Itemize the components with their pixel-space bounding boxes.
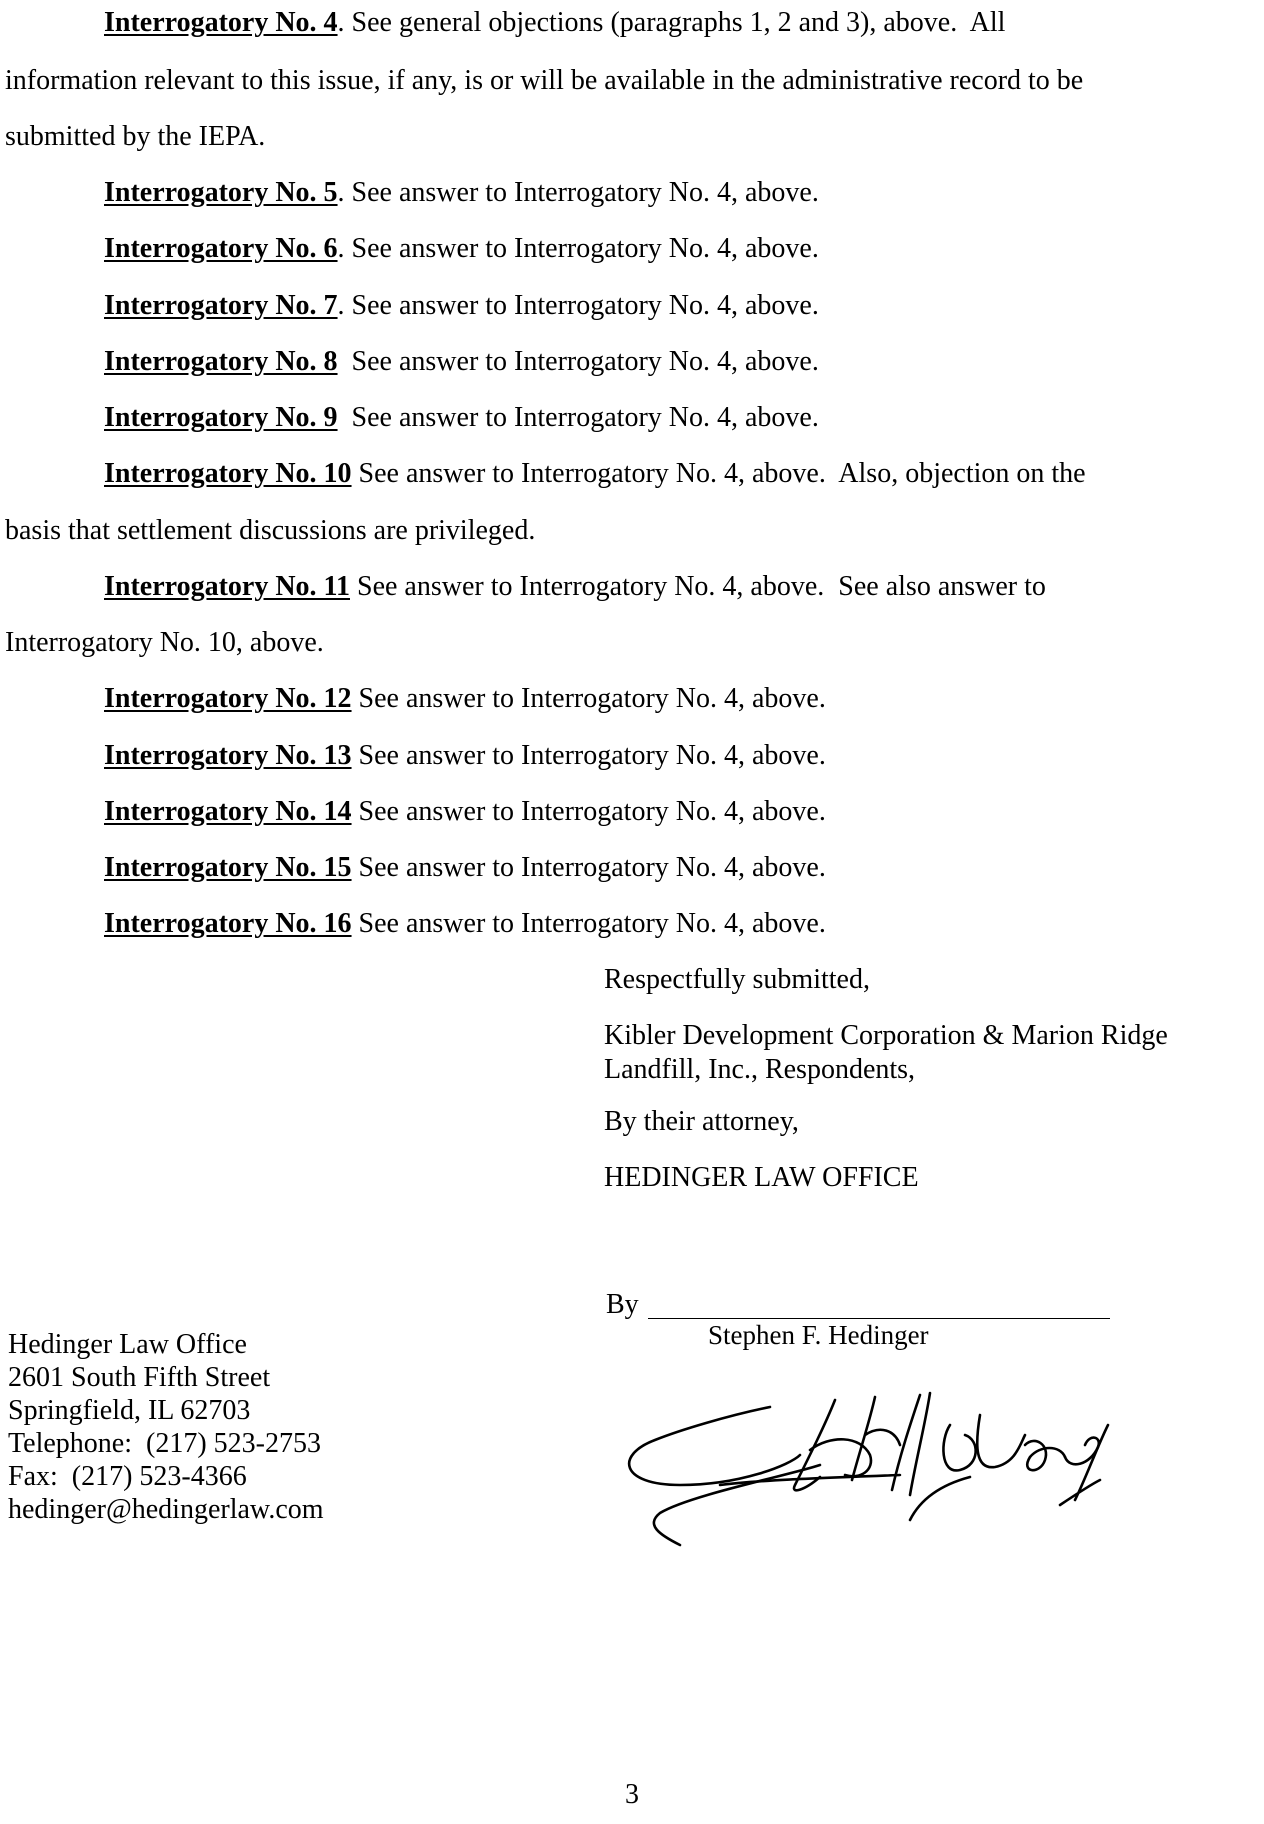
paragraph-interrogatory-10	[104, 457, 1086, 491]
paragraph-continuation	[5, 64, 1083, 98]
interrogatory-text: See general objections (paragraphs 1, 2 and 3), above. All	[344, 7, 1006, 38]
interrogatory-text: See answer to Interrogatory No. 4, above.	[351, 852, 826, 883]
address-line: hedinger@hedingerlaw.com	[8, 1494, 324, 1525]
firm-name: HEDINGER LAW OFFICE	[604, 1162, 919, 1193]
by-their-attorney: By their attorney,	[604, 1106, 799, 1137]
interrogatory-label: Interrogatory No. 10	[104, 458, 352, 489]
interrogatory-label: Interrogatory No. 16	[104, 908, 352, 939]
paragraph-interrogatory-16	[104, 907, 826, 941]
interrogatory-text: See answer to Interrogatory No. 4, above. See also answer to	[350, 571, 1046, 602]
party-block	[604, 1019, 1168, 1087]
label-punct: .	[337, 7, 345, 38]
paragraph-interrogatory-8	[104, 345, 819, 379]
respectfully-submitted: Respectfully submitted,	[604, 964, 870, 995]
interrogatory-text: See answer to Interrogatory No. 4, above.	[351, 740, 826, 771]
interrogatory-label: Interrogatory No. 8	[104, 346, 338, 377]
interrogatory-text: See answer to Interrogatory No. 4, above.	[344, 177, 819, 208]
address-block	[8, 1328, 324, 1526]
continuation-text: basis that settlement discussions are privileged.	[5, 515, 536, 546]
continuation-text: submitted by the IEPA.	[5, 121, 266, 152]
interrogatory-text: See answer to Interrogatory No. 4, above.	[344, 290, 819, 321]
paragraph-continuation	[5, 626, 324, 660]
interrogatory-text: See answer to Interrogatory No. 4, above.	[337, 346, 819, 377]
paragraph-interrogatory-13	[104, 739, 826, 773]
signer-name: Stephen F. Hedinger	[708, 1320, 929, 1350]
interrogatory-label: Interrogatory No. 11	[104, 571, 350, 602]
address-line: Springfield, IL 62703	[8, 1395, 251, 1426]
interrogatory-text: See answer to Interrogatory No. 4, above.	[344, 233, 819, 264]
interrogatory-label: Interrogatory No. 9	[104, 402, 338, 433]
party-line: Kibler Development Corporation & Marion Ridge	[604, 1020, 1168, 1051]
interrogatory-label: Interrogatory No. 14	[104, 796, 352, 827]
interrogatory-text: See answer to Interrogatory No. 4, above.	[337, 402, 819, 433]
address-line: Hedinger Law Office	[8, 1329, 247, 1360]
interrogatory-label: Interrogatory No. 5	[104, 177, 338, 208]
address-line: Fax: (217) 523-4366	[8, 1461, 247, 1492]
interrogatory-text: See answer to Interrogatory No. 4, above.	[351, 796, 826, 827]
by-label: By	[606, 1289, 639, 1320]
paragraph-interrogatory-12	[104, 682, 826, 716]
address-line: 2601 South Fifth Street	[8, 1362, 271, 1393]
interrogatory-label: Interrogatory No. 6	[104, 233, 338, 264]
paragraph-interrogatory-7	[104, 289, 819, 323]
interrogatory-label: Interrogatory No. 12	[104, 683, 352, 714]
interrogatory-label: Interrogatory No. 7	[104, 290, 338, 321]
continuation-text: information relevant to this issue, if any, is or will be available in the administrative record to be	[5, 65, 1084, 96]
paragraph-interrogatory-11	[104, 570, 1046, 604]
handwritten-signature	[620, 1385, 1140, 1555]
party-line: Landfill, Inc., Respondents,	[604, 1054, 916, 1085]
interrogatory-text: See answer to Interrogatory No. 4, above.	[351, 908, 826, 939]
paragraph-interrogatory-4	[104, 6, 1005, 40]
interrogatory-label: Interrogatory No. 13	[104, 740, 352, 771]
page-number: 3	[625, 1779, 639, 1810]
interrogatory-label: Interrogatory No. 4	[104, 7, 338, 38]
interrogatory-text: See answer to Interrogatory No. 4, above.	[351, 683, 826, 714]
interrogatory-label: Interrogatory No. 15	[104, 852, 352, 883]
paragraph-interrogatory-9	[104, 401, 819, 435]
paragraph-interrogatory-15	[104, 851, 826, 885]
label-punct: .	[337, 290, 345, 321]
paragraph-interrogatory-14	[104, 795, 826, 829]
interrogatory-text: See answer to Interrogatory No. 4, above. Also, objection on the	[351, 458, 1086, 489]
address-line: Telephone: (217) 523-2753	[8, 1428, 321, 1459]
paragraph-interrogatory-6	[104, 232, 819, 266]
paragraph-continuation	[5, 514, 535, 548]
label-punct: .	[337, 233, 345, 264]
paragraph-interrogatory-5	[104, 176, 819, 210]
label-punct: .	[337, 177, 345, 208]
paragraph-continuation	[5, 120, 265, 154]
continuation-text: Interrogatory No. 10, above.	[5, 627, 324, 658]
